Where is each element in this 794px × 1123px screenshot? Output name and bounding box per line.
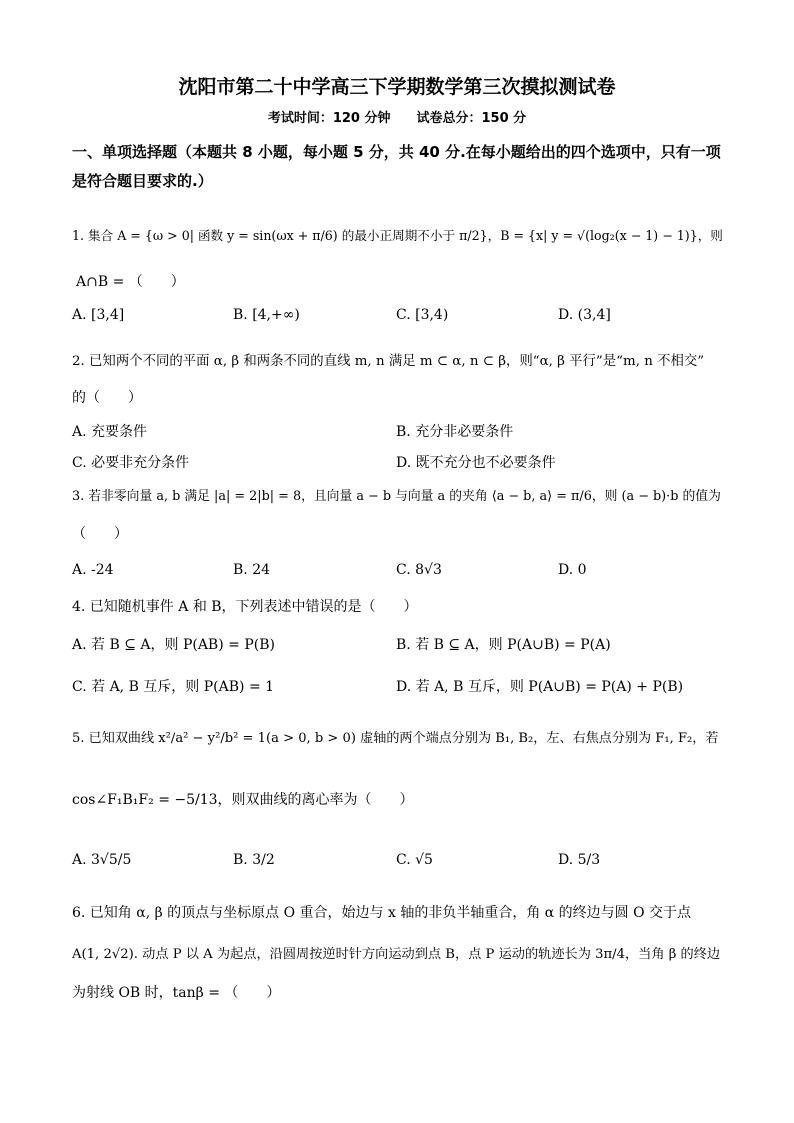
question-1-stem: 1. 集合 A = {ω > 0| 函数 y = sin(ωx + π/6) 的最小正周期不小于 π/2}，B = {x| y = √(log₂(x − 1) − 1)}，则 xyxy=(72,228,723,243)
q3-option-c: C. 8√3 xyxy=(396,562,442,578)
section-heading: 一、单项选择题（本题共 8 小题，每小题 5 分，共 40 分.在每小题给出的四个选项中，只有一项是符合题目要求的.） xyxy=(72,143,721,190)
page-title: 沈阳市第二十中学高三下学期数学第三次摸拟测试卷 xyxy=(178,76,616,98)
q2-option-b: B. 充分非必要条件 xyxy=(396,424,514,440)
q5-option-c: C. √5 xyxy=(396,852,433,868)
q4-option-c: C. 若 A, B 互斥，则 P(AB) = 1 xyxy=(72,679,275,695)
question-2-stem-cont: 的（ ） xyxy=(72,390,142,406)
q1-option-b: B. [4,+∞) xyxy=(233,307,300,323)
q5-option-b: B. 3/2 xyxy=(233,852,275,868)
question-6-stem-cont: A(1, 2√2). 动点 P 以 A 为起点，沿圆周按逆时针方向运动到点 B，点 P 运动的轨迹长为 3π/4，当角 β 的终边 xyxy=(72,947,721,962)
question-6-stem-cont-2: 为射线 OB 时，tanβ = （ ） xyxy=(72,985,281,1001)
exam-info: 考试时间：120 分钟 试卷总分：150 分 xyxy=(267,111,527,126)
question-1-stem-cont: A∩B = （ ） xyxy=(76,274,185,290)
question-3-stem-cont: （ ） xyxy=(72,526,128,542)
question-2-stem: 2. 已知两个不同的平面 α, β 和两条不同的直线 m, n 满足 m ⊂ α, n ⊂ β，则“α, β 平行”是“m, n 不相交” xyxy=(72,354,705,369)
q4-option-a: A. 若 B ⊆ A，则 P(AB) = P(B) xyxy=(72,637,275,653)
question-5-stem: 5. 已知双曲线 x²/a² − y²/b² = 1(a > 0, b > 0) 虚轴的两个端点分别为 B₁, B₂，左、右焦点分别为 F₁, F₂，若 xyxy=(72,731,719,746)
question-5-stem-cont: cos∠F₁B₁F₂ = −5/13，则双曲线的离心率为（ ） xyxy=(72,792,414,808)
q3-option-a: A. -24 xyxy=(72,562,114,578)
question-4-stem: 4. 已知随机事件 A 和 B，下列表述中错误的是（ ） xyxy=(72,599,418,615)
q2-option-a: A. 充要条件 xyxy=(72,424,148,440)
q1-option-c: C. [3,4) xyxy=(396,307,449,323)
q1-option-a: A. [3,4] xyxy=(72,307,125,323)
question-6-stem: 6. 已知角 α, β 的顶点与坐标原点 O 重合，始边与 x 轴的非负半轴重合，角 α 的终边与圆 O 交于点 xyxy=(72,905,692,921)
question-3-stem: 3. 若非零向量 a, b 满足 |a| = 2|b| = 8，且向量 a − b 与向量 a 的夹角 ⟨a − b, a⟩ = π/6，则 (a − b)·b 的值为 xyxy=(72,489,721,504)
q2-option-c: C. 必要非充分条件 xyxy=(72,455,190,471)
q1-option-d: D. (3,4] xyxy=(558,307,611,323)
q5-option-a: A. 3√5/5 xyxy=(72,852,132,868)
q4-option-d: D. 若 A, B 互斥，则 P(A∪B) = P(A) + P(B) xyxy=(396,679,684,695)
q3-option-b: B. 24 xyxy=(233,562,271,578)
q2-option-d: D. 既不充分也不必要条件 xyxy=(396,455,556,471)
q3-option-d: D. 0 xyxy=(558,562,587,578)
q5-option-d: D. 5/3 xyxy=(558,852,601,868)
q4-option-b: B. 若 B ⊆ A，则 P(A∪B) = P(A) xyxy=(396,637,611,653)
